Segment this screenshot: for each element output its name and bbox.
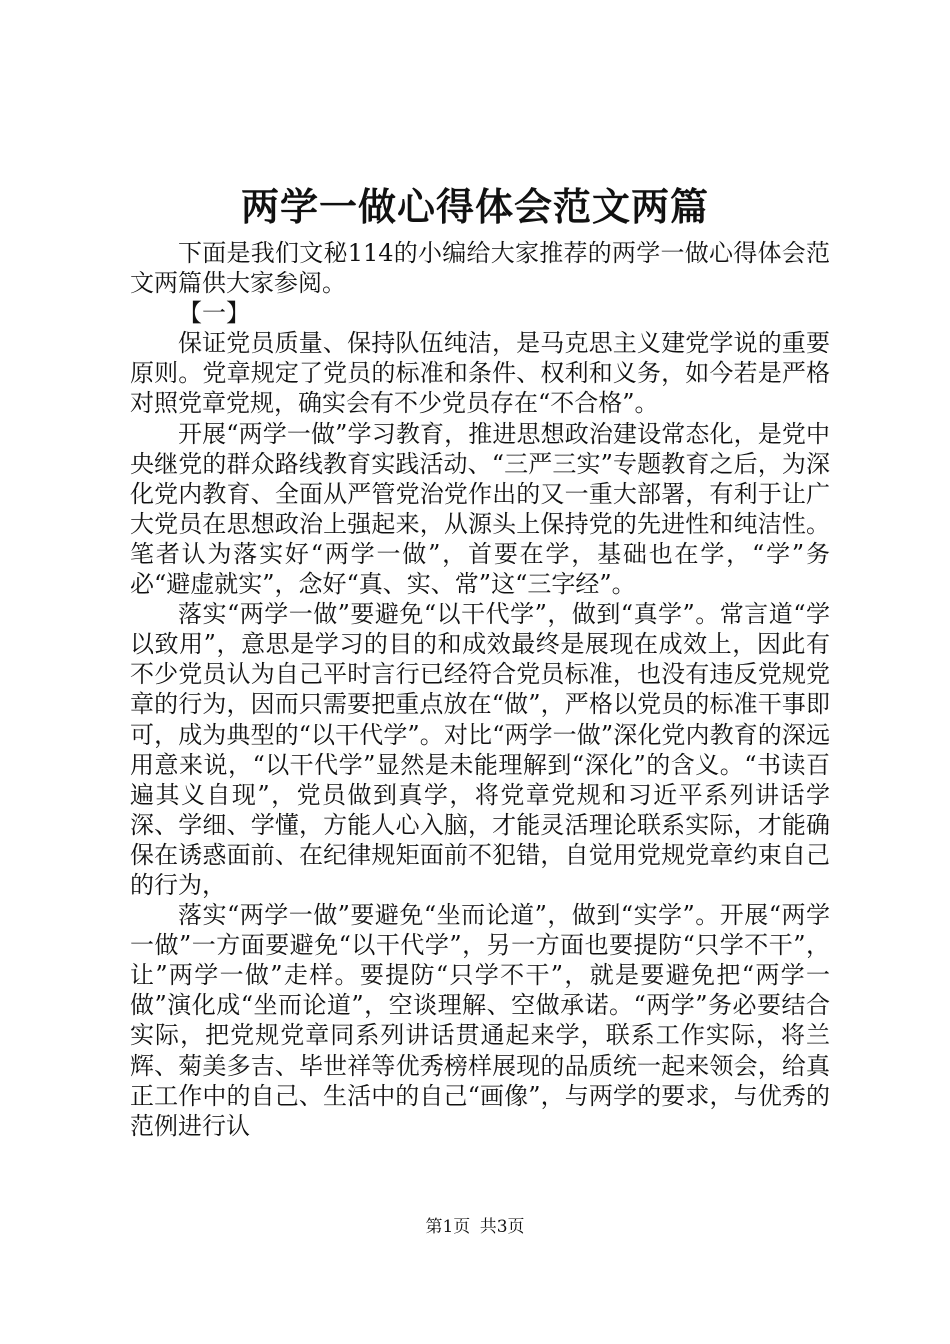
section-heading-one: 【一】 [178, 299, 250, 328]
page-footer: 第1页 共3页 [425, 1217, 525, 1237]
document-body [130, 238, 830, 1141]
document-title: 两学一做心得体会范文两篇 [240, 185, 709, 229]
body-paragraph: 落实“两学一做”要避免“以干代学”，做到“真学”。常言道“学以致用”，意思是学习的目的和成效最终是展现在成效上，因此有不少党员认为自己平时言行已经符合党员标准，也没有违反党规党章的行为，因而只需要把重点放在“做”，严格以党员的标准干事即可，成为典型的“以干代学”。对比“两学一做”深化党内教育的深远用意来说，“以干代学”显然是未能理解到“深化”的含义。“书读百遍其义自现”，党员做到真学，将党章党规和习近平系列讲话学深、学细、学懂，方能人心入脑，才能灵活理论联系实际，才能确保在诱惑面前、在纪律规矩面前不犯错，自觉用党规党章约束自己的行为， [130, 600, 830, 899]
body-paragraph: 落实“两学一做”要避免“坐而论道”，做到“实学”。开展“两学一做”一方面要避免“以干代学”，另一方面也要提防“只学不干”，让”两学一做”走样。要提防“只学不干”，就是要避免把“两学一做”演化成“坐而论道”，空谈理解、空做承诺。“两学”务必要结合实际，把党规党章同系列讲话贯通起来学，联系工作实际，将兰辉、菊美多吉、毕世祥等优秀榜样展现的品质统一起来领会，给真正工作中的自己、生活中的自己“画像”，与两学的要求，与优秀的范例进行认 [130, 901, 830, 1140]
intro-paragraph: 下面是我们文秘114的小编给大家推荐的两学一做心得体会范文两篇供大家参阅。 [130, 239, 830, 298]
body-paragraph: 开展“两学一做”学习教育，推进思想政治建设常态化，是党中央继党的群众路线教育实践活动、“三严三实”专题教育之后，为深化党内教育、全面从严管党治党作出的又一重大部署，有利于让广大党员在思想政治上强起来，从源头上保持党的先进性和纯洁性。笔者认为落实好“两学一做”，首要在学，基础也在学，“学”务必“避虚就实”，念好“真、实、常”这“三字经”。 [130, 419, 830, 599]
body-paragraph: 保证党员质量、保持队伍纯洁，是马克思主义建党学说的重要原则。党章规定了党员的标准和条件、权利和义务，如今若是严格对照党章党规，确实会有不少党员存在“不合格”。 [130, 329, 830, 418]
